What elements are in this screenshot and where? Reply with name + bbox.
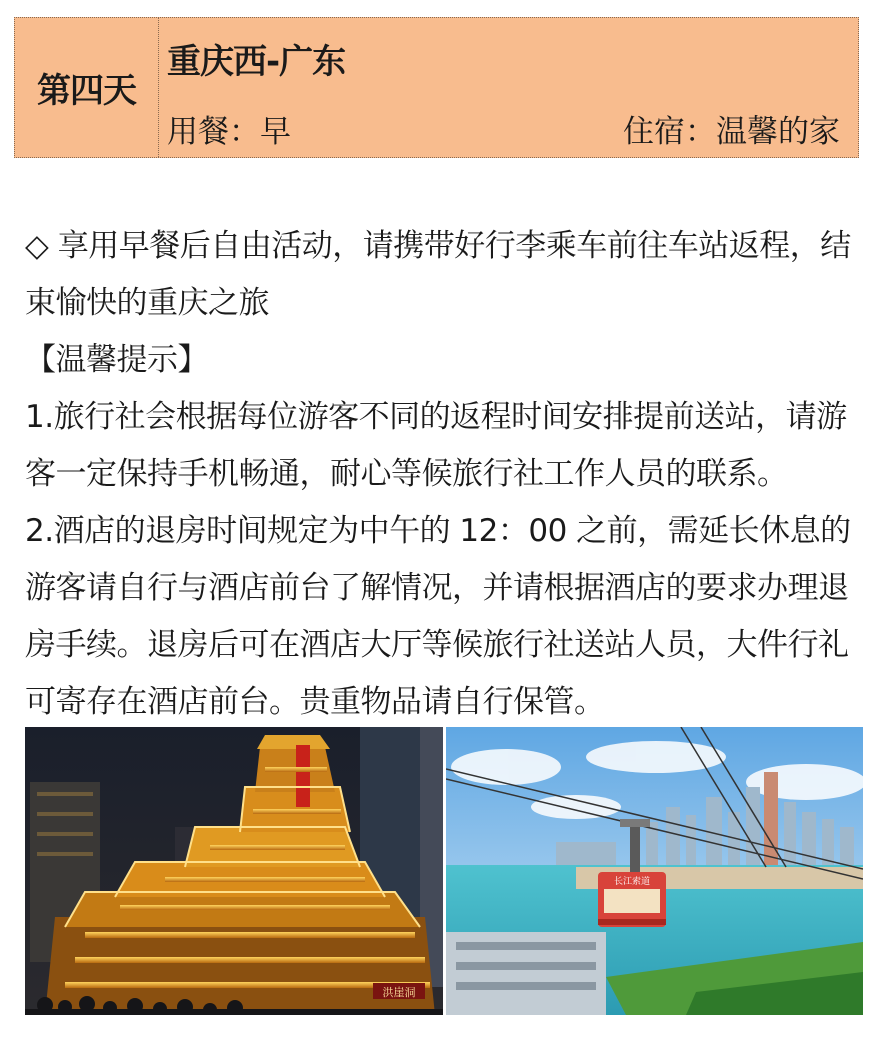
tips-heading: 【温馨提示】: [25, 342, 208, 378]
cable-car-text: 长江索道: [613, 877, 651, 887]
day-label: 第四天: [37, 71, 136, 111]
lodging-info: 住宿：温馨的家: [623, 114, 840, 150]
tip-1: 1.旅行社会根据每位游客不同的返程时间安排提前送站，请游客一定保持手机畅通，耐心等候旅行社工作人员的联系。: [25, 399, 847, 492]
day-content: [25, 218, 870, 731]
cable-car-illustration: [446, 727, 863, 1015]
activity-text: ◇ 享用早餐后自由活动，请携带好行李乘车前往车站返程，结束愉快的重庆之旅: [25, 228, 851, 321]
route-title: 重庆西-广东: [167, 42, 346, 82]
meal-info: 用餐：早: [167, 114, 291, 150]
hongyadong-illustration: [25, 727, 443, 1015]
itinerary-header: [14, 17, 859, 158]
sign-text: 洪崖洞: [382, 986, 416, 999]
hongyadong-photo: [25, 727, 443, 1015]
cable-car-photo: [446, 727, 863, 1015]
photo-strip: [25, 727, 863, 1015]
day-cell: [15, 18, 159, 157]
tip-2: 2.酒店的退房时间规定为中午的 12：00 之前，需延长休息的游客请自行与酒店前台了解情况，并请根据酒店的要求办理退房手续。退房后可在酒店大厅等候旅行社送站人员，大件行礼可寄存在酒店前台。贵重物品请自行保管。: [25, 513, 851, 720]
